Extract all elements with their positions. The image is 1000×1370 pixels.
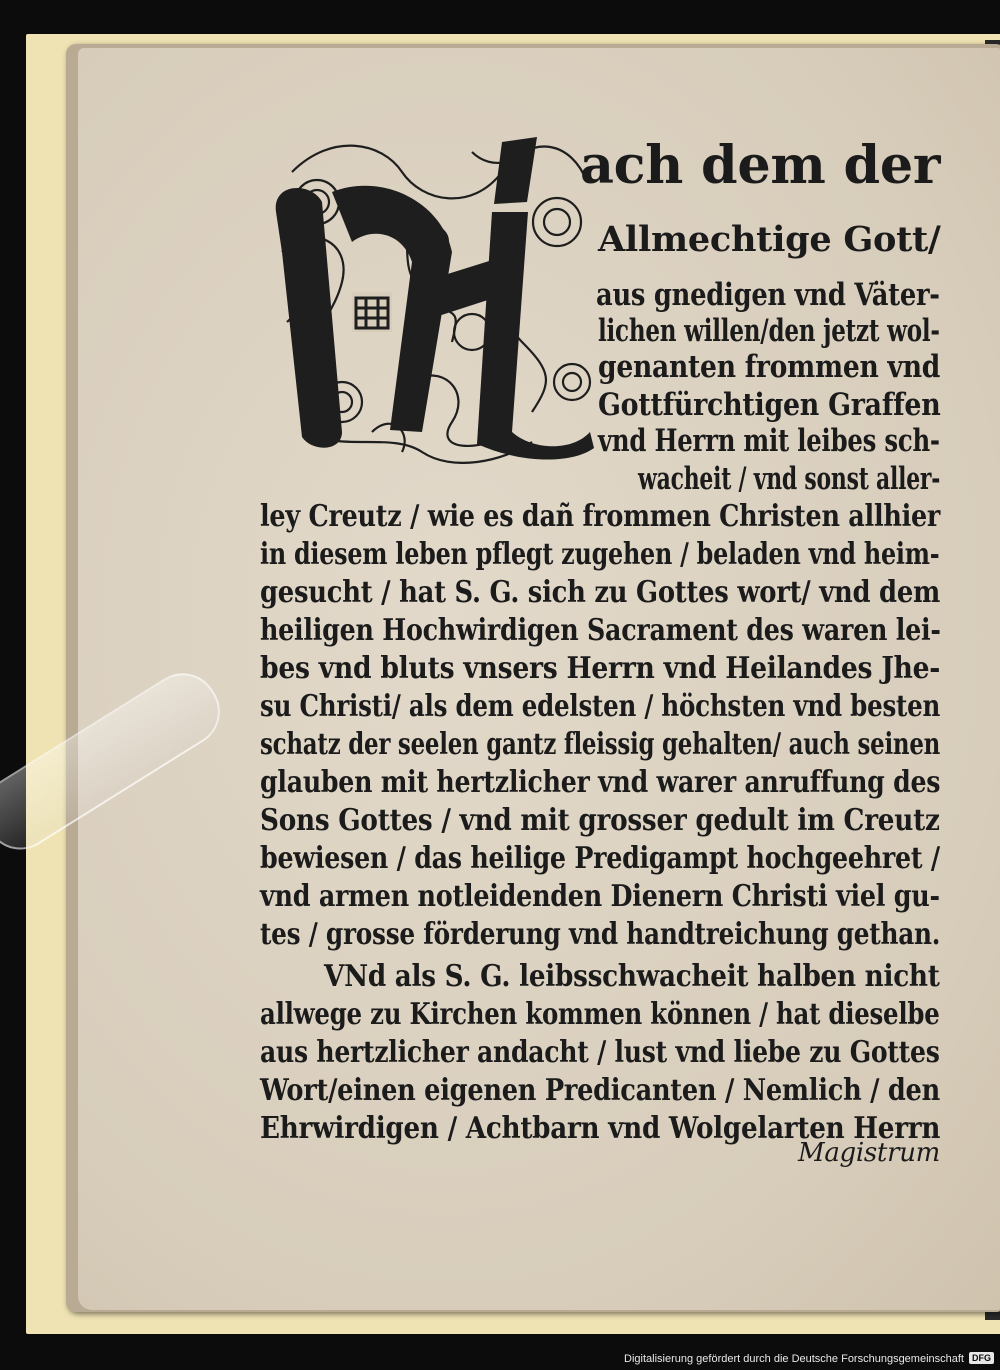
text-line: Allmechtige Gott/ bbox=[598, 219, 941, 260]
text-line: tes / grosse förderung vnd handtreichung gethan. bbox=[260, 917, 941, 952]
footer-credit: Digitalisierung gefördert durch die Deutsche Forschungsgemeinschaft bbox=[624, 1353, 964, 1365]
text-line: schatz der seelen gantz fleissig gehalten/ auch seinen bbox=[260, 727, 941, 762]
text-line: vnd armen notleidenden Dienern Christi viel gu- bbox=[260, 879, 940, 914]
text-line: Ehrwirdigen / Achtbarn vnd Wolgelarten Herrn bbox=[260, 1111, 941, 1146]
text-line: bes vnd bluts vnsers Herrn vnd Heilandes Jhe- bbox=[260, 651, 941, 686]
text-line: glauben mit hertzlicher vnd warer anruffung des bbox=[260, 765, 941, 800]
text-line: aus gnedigen vnd Väter- bbox=[596, 277, 940, 313]
text-line: Gottfürchtigen Graffen bbox=[598, 387, 941, 423]
text-line: Sons Gottes / vnd mit grosser gedult im Creutz bbox=[260, 803, 940, 838]
ornamental-initial-n-icon bbox=[272, 132, 596, 464]
text-line: su Christi/ als dem edelsten / höchsten vnd besten bbox=[260, 689, 941, 724]
text-line: wacheit / vnd sonst aller- bbox=[638, 461, 941, 497]
catchword: Magistrum bbox=[798, 1138, 941, 1168]
text-line: aus hertzlicher andacht / lust vnd liebe zu Gottes bbox=[260, 1035, 940, 1070]
text-line: lichen willen/den jetzt wol- bbox=[598, 313, 940, 349]
text-line: ley Creutz / wie es dañ frommen Christen allhier bbox=[260, 499, 941, 534]
text-line: allwege zu Kirchen kommen können / hat dieselbe bbox=[260, 997, 940, 1032]
text-line: VNd als S. G. leibsschwacheit halben nicht bbox=[324, 959, 940, 994]
text-line: bewiesen / das heilige Predigampt hochgeehret / bbox=[260, 841, 940, 876]
text-line: vnd Herrn mit leibes sch- bbox=[598, 423, 940, 459]
text-line: heiligen Hochwirdigen Sacrament des waren lei- bbox=[260, 613, 941, 648]
heading-line: ach dem der bbox=[580, 135, 941, 196]
text-line: gesucht / hat S. G. sich zu Gottes wort/ vnd dem bbox=[260, 575, 941, 610]
dfg-logo-icon: DFG bbox=[969, 1352, 994, 1364]
text-line: genanten frommen vnd bbox=[598, 349, 941, 385]
text-line: in diesem leben pflegt zugehen / beladen vnd heim- bbox=[260, 537, 940, 572]
text-line: Wort/einen eigenen Predicanten / Nemlich / den bbox=[260, 1073, 940, 1108]
